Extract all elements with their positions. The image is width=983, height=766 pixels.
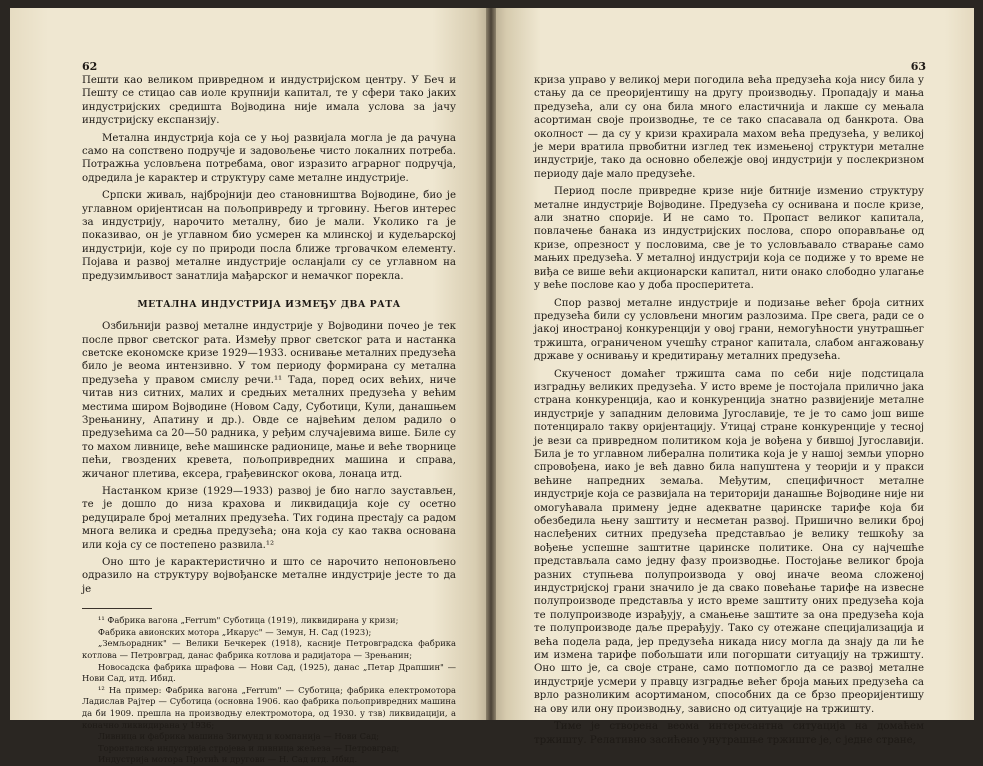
paragraph: Оно што је карактеристично и што се нарочито непоновљено одразило на структуру војвођанске металне индустрије јесте то да је [82, 557, 456, 595]
footnote: ¹² На пример: Фабрика вагона „Ferrum" — Суботица; фабрика електромотора Ладислав Рајтер — Суботица (основна 1906. као фабрика пољопривредних машина да би 1909. прешла на производњу електромотора, од 1930. у тзв) ликвидацији, а коначно ликвидирана у 1936; [82, 684, 456, 730]
paragraph: Скученост домаћег тржишта сама по себи није подстицала изградњу великих предузећа. У исто време је постојала прилично јака страна конкуренција, као и конкуренција знатно развијеније металне индустрије у западним деловима Југославије, те је то само још више потенцирало такву оријентацију. Утицај стране конкуренције у тесној је вези са привредном политиком која је вођена у бившој Југославији. Била је то углавном либерална политика која је у нашој земљи упорно спровођена, иако је већ давно била напуштена у теорији и у пракси већине напредних земаља. Међутим, специфичност металне индустрије која се развијала на територији данашње Војводине није ни омогућавала примену једне адекватне царинске тарифе која би обезбедила њену заштиту и несметан развој. Пришично велики број наслеђених ситних предузећа представљао је велику тешкоћу за вођење успешне заштитне царинске политике. Она су најчешће представљала само једну фазу производње. Постојање великог броја разних ступњева полупроизвода у овој иначе веома сложеној индустријској грани значило је да свако повећање тарифе на извесне полупроизводе представља у исто време заштиту оних предузећа која те полупроизводе израђују, а смањење заштите за она предузећа која те полупроизводе даље прерађују. Тако су отежане специјализација и већа подела рада, јер предузећа никада нису могла да знају да ли ће им измена тарифе побољшати или погоршати ситуацију на тржишту. Оно што је, са своје стране, само потпомогло да се развој металне индустрије усмери у правцу изградње већег броја мањих предузећа са врло разноликим асортиманом, способних да се брзо преоријентишу на ову или ону производњу, зависно од ситуације на тржишту. [534, 368, 924, 715]
paragraph: Метална индустрија која се у њој развијала могла је да рачуна само на сопствено подручје и задовољење чисто локалних потреба. Потражња условљена потребама, овог изразито аграрног подручја, одредила је карактер и структуру саме металне индустрије. [82, 132, 456, 184]
footnote: Фабрика авионских мотора „Икарус" — Земун, Н. Сад (1923); [98, 626, 372, 637]
left-page-body [82, 74, 456, 766]
footnote: Торонталска индустрија стројева и ливница жељеза — Петровград; [98, 742, 400, 753]
paragraph: Српски живаљ, најбројнији део становништва Војводине, био је углавном оријентисан на пољопривреду и трговину. Његов интерес за индустрију, нарочито металну, био је мали. Уколико га је показивао, он је углавном био усмерен ка млинској и кудељарској индустрији, које су по природи посла ближе трговачком елементу. Појава и развој металне индустрије осланјали су се углавном на предузимљивост занатлија мађарског и немачког порекла. [82, 190, 456, 282]
left-page [10, 8, 490, 765]
footnote: Индустрија мотора Протић и другови — Н. Сад итд. Ибид. [98, 754, 358, 765]
paragraph: Тиме је створена веома интересантна ситуација на домаћем тржишту. Релативно засићено унутрашње тржиште је, с једне стране, [534, 721, 924, 746]
paragraph: Озбиљнији развој металне индустрије у Војводини почео је тек после првог светског рата. Између првог светског рата и настанка светске економске кризе 1929—1933. оснивање металних предузећа било је веома интензивно. У том периоду формирана су метална предузећа у правом смислу речи.¹¹ Тада, поред осих већих, ниче читав низ ситних, малих и средњих металних предузећа у већим местима широм Војводине (Новом Саду, Суботици, Кули, данашњем Зрењанину, Апатину и др.). Овде се највећим делом радило о предузећима са 20—50 радника, у ређим случајевима више. Биле су то махом ливнице, веће машинске радионице, мање и веће творнице пећи, гвоздених кревета, пољопривредних машина и справа, жичаног плетива, ексера, грађевинског окова, лонаца итд. [82, 321, 456, 480]
footnote: „Земљорадник" — Велики Бечкерек (1918), касније Петровградска фабрика котлова — Петровград, данас фабрика котлова и радијатора — Зрењанин; [82, 638, 456, 660]
paragraph: Период после привредне кризе није битније изменио структуру металне индустрије Војводине. Предузећа су оснивана и после кризе, али знатно спорије. И не само то. Пропаст великог капитала, повлачење банака из индустријских послова, споро опорављање од кризе, опрезност у пословима, све је то условљавало стварање само мањих предузећа. У металној индустрији која се подиже у то време не виђа се више већи акционарски капитал, нити онако слободно улагање у веће послове као у доба просперитета. [534, 186, 924, 292]
paragraph: Настанком кризе (1929—1933) развој је био нагло заустављен, те је дошло до низа крахова и ликвидација које су осетно редуцирале број металних предузећа. Тих година престају са радом многа велика и средња предузећа; она која су као таква основана или која су се постепено развила.¹² [82, 485, 456, 551]
book-gutter [486, 8, 496, 720]
paragraph: Спор развој металне индустрије и подизање већег броја ситних предузећа били су условљени многим разлозима. Пре свега, ради се о јакој иностраној конкуренцији у овој грани, немогућности унутрашњег тржишта, ограниченом учешћу страног капитала, слабом ангажовању државе у оснивању и кредитирању металних предузећа. [534, 297, 924, 363]
right-page [492, 8, 974, 746]
section-heading: МЕТАЛНА ИНДУСТРИЈА ИЗМЕЂУ ДВА РАТА [137, 299, 401, 311]
right-page-body [534, 74, 924, 747]
right-page-number: 63 [910, 60, 926, 73]
footnote-divider [82, 608, 152, 609]
footnote: ¹¹ Фабрика вагона „Ferrum" Суботица (1919), ликвидирана у кризи; [98, 615, 399, 626]
paragraph: криза управо у великој мери погодила већа предузећа која нису била у стању да се преоријентишу на другу производњу. Пропадају и мања предузећа, али су она била много еластичнија и лакше су мењала асортиман своје производње, те се тако спасавала од банкрота. Ова околност — да су у кризи крахирала махом већа предузећа, у великој је мери вратила првобитни изглед тек измењеној структури металне индустрије, тако да основно обележје овој индустрији у послекризном периоду даје мало предузеће. [534, 75, 924, 180]
paragraph: Пешти као великом привредном и индустријском центру. У Беч и Пешту се стицао сав иоле крупнији капитал, те у сфери тако јаких индустријских средишта Војводина није имала услова за јачу индустријску експанзију. [82, 75, 456, 127]
left-page-number: 62 [82, 60, 98, 73]
footnote: Новосадска фабрика шрафова — Нови Сад, (1925), данас „Петар Драпшин" — Нови Сад, итд. Ибид. [82, 661, 456, 684]
footnote: Ливница и фабрика машина Зигмунд и компанија — Нови Сад; [98, 731, 380, 742]
